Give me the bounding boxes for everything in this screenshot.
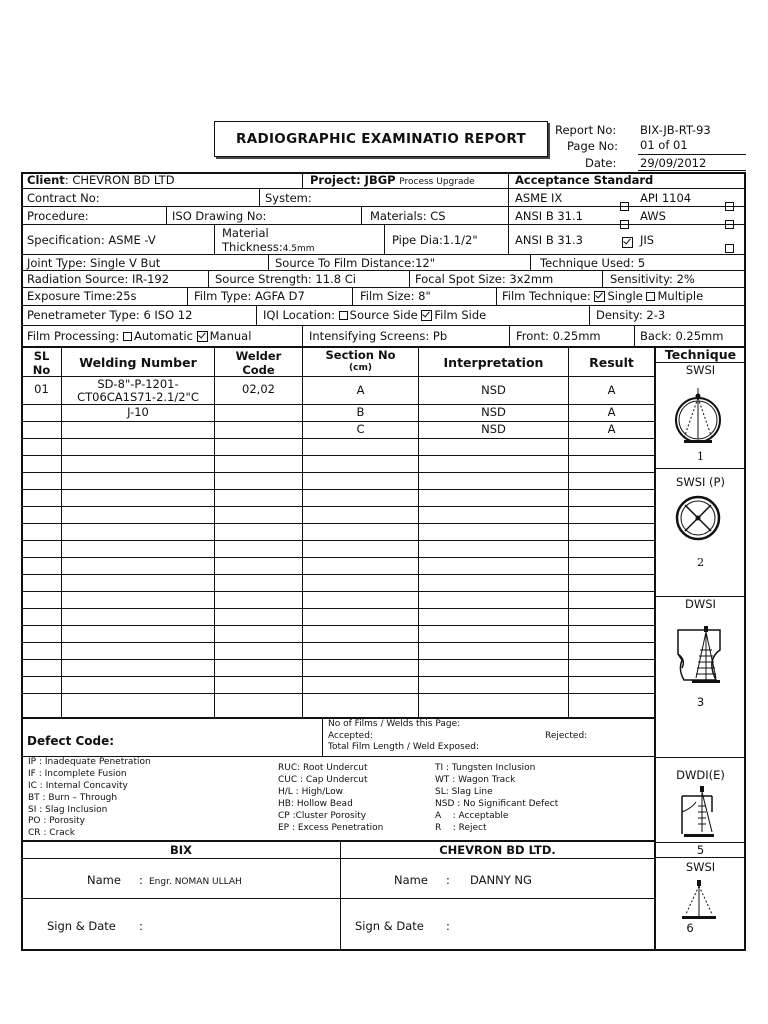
row-1-welding-line1: SD-8"-P-1201- xyxy=(97,377,179,391)
std-ansi-31-1-checkbox[interactable] xyxy=(620,214,631,233)
film-side-label: Film Side xyxy=(434,308,487,322)
std-api-1104-checkbox[interactable] xyxy=(725,196,736,215)
front-screen: Front: 0.25mm xyxy=(516,329,601,343)
swsi-panoramic-diagram-icon xyxy=(674,492,722,544)
material-label: Material xyxy=(222,226,269,240)
film-side-checkbox[interactable] xyxy=(421,310,432,321)
films-per-page-label: No of Films / Welds this Page: xyxy=(328,719,461,729)
std-aws-checkbox[interactable] xyxy=(725,214,736,233)
client-row xyxy=(27,174,175,187)
row-2-welding: J-10 xyxy=(127,405,149,419)
source-side-label: Source Side xyxy=(349,308,418,322)
code-nsd: NSD : No Significant Defect xyxy=(435,799,559,809)
std-aws: AWS xyxy=(640,209,666,223)
code-hl: H/L : High/Low xyxy=(278,787,344,797)
client-label: Client xyxy=(27,173,65,187)
col-welding-number: Welding Number xyxy=(79,355,197,370)
col-welder-code: Welder Code xyxy=(235,349,282,377)
technique-5-number: 5 xyxy=(696,843,705,857)
technique-1-label: SWSI xyxy=(685,363,716,377)
swsi-contact-diagram-icon xyxy=(678,876,722,924)
std-asme-ix-checkbox[interactable] xyxy=(620,196,631,215)
code-ti: TI : Tungsten Inclusion xyxy=(435,763,536,773)
row-2-result: A xyxy=(607,405,616,419)
code-hb: HB: Hollow Bead xyxy=(278,799,353,809)
acceptance-standard-label: Acceptance Standard xyxy=(515,173,654,187)
project-note: Process Upgrade xyxy=(399,177,475,187)
automatic-checkbox[interactable] xyxy=(123,332,132,341)
chevron-sign-date-colon: : xyxy=(446,919,450,933)
col-sl-no: SL No xyxy=(32,349,51,377)
technique-2-number: 2 xyxy=(696,555,705,569)
dwsi-diagram-icon xyxy=(676,620,726,686)
technique-2-label: SWSI (P) xyxy=(676,475,725,489)
report-title-box xyxy=(214,121,548,157)
thickness-value: 4.5mm xyxy=(282,244,315,254)
joint-type: Joint Type: Single V But xyxy=(27,256,161,270)
code-cr: CR : Crack xyxy=(28,828,75,838)
std-ansi-31-1: ANSI B 31.1 xyxy=(515,209,583,223)
specification-label: Specification: ASME -V xyxy=(27,233,156,247)
total-film-length-label: Total Film Length / Weld Exposed: xyxy=(328,742,480,752)
technique-3-number: 3 xyxy=(696,695,705,709)
thickness-row xyxy=(222,241,315,255)
bix-name: Engr. NOMAN ULLAH xyxy=(149,877,242,887)
technique-5-label: DWDI(E) xyxy=(676,768,725,782)
source-side-checkbox[interactable] xyxy=(339,311,348,320)
technique-1-number: 1 xyxy=(696,449,705,463)
code-bt: BT : Burn – Through xyxy=(28,793,118,803)
code-ruc: RUC: Root Undercut xyxy=(278,763,368,773)
std-ansi-31-3: ANSI B 31.3 xyxy=(515,233,583,247)
system-label: System: xyxy=(265,191,312,205)
row-1-sl: 01 xyxy=(34,382,49,396)
row-2-interpretation: NSD xyxy=(481,405,506,419)
film-processing xyxy=(27,330,251,343)
col-result: Result xyxy=(589,355,634,370)
row-3-interpretation: NSD xyxy=(481,422,506,436)
radiation-source: Radiation Source: IR-192 xyxy=(27,272,170,286)
bix-name-label: Name xyxy=(87,873,121,887)
project-label: Project xyxy=(310,173,357,187)
intensifying-screens: Intensifying Screens: Pb xyxy=(309,329,448,343)
row-1-interpretation: NSD xyxy=(481,383,506,397)
technique-6-label: SWSI xyxy=(685,860,716,874)
chevron-company: CHEVRON BD LTD. xyxy=(439,843,556,857)
row-2-section: B xyxy=(356,405,365,419)
contract-label: Contract No: xyxy=(27,191,100,205)
page-no-label: Page No: xyxy=(567,139,619,153)
technique-3-label: DWSI xyxy=(685,597,716,611)
col-interpretation: Interpretation xyxy=(443,355,544,370)
std-jis: JIS xyxy=(640,233,655,247)
std-ansi-31-3-checkbox[interactable] xyxy=(622,232,635,251)
multiple-checkbox[interactable] xyxy=(646,292,655,301)
sensitivity: Sensitivity: 2% xyxy=(610,272,695,286)
iso-drawing-label: ISO Drawing No: xyxy=(172,209,267,223)
film-technique xyxy=(502,290,703,303)
bix-name-colon: : xyxy=(139,873,143,887)
row-3-section: C xyxy=(356,422,365,436)
code-a: A : Acceptable xyxy=(435,811,509,821)
single-label: Single xyxy=(607,289,643,303)
dwdi-elliptical-diagram-icon xyxy=(678,782,722,840)
row-1-result: A xyxy=(607,383,616,397)
defect-code-label: Defect Code: xyxy=(27,734,115,748)
project-value: : JBGP xyxy=(356,173,396,187)
thickness-label: Thickness: xyxy=(222,240,283,254)
bix-company: BIX xyxy=(170,843,192,857)
code-ic: IC : Internal Concavity xyxy=(28,781,128,791)
code-si: SI : Slag Inclusion xyxy=(28,805,108,815)
row-1-welding-line2: CT06CA1S71-2.1/2"C xyxy=(77,390,199,404)
film-processing-label: Film Processing: xyxy=(27,329,120,343)
code-sl: SL: Slag Line xyxy=(435,787,493,797)
date: 29/09/2012 xyxy=(640,156,707,170)
code-r: R : Reject xyxy=(435,823,487,833)
exposure-time: Exposure Time:25s xyxy=(27,289,137,303)
chevron-sign-date-label: Sign & Date xyxy=(355,919,424,933)
density: Density: 2-3 xyxy=(596,308,666,322)
swsi-diagram-icon xyxy=(672,382,724,446)
col-section-unit: (cm) xyxy=(349,363,372,373)
chevron-name-colon: : xyxy=(446,873,450,887)
single-checkbox[interactable] xyxy=(594,291,605,302)
bix-sign-date-label: Sign & Date xyxy=(47,919,116,933)
std-asme-ix: ASME IX xyxy=(515,191,563,205)
penetrameter-type: Penetrameter Type: 6 ISO 12 xyxy=(27,308,193,322)
accepted-label: Accepted: xyxy=(328,731,373,741)
report-no-label: Report No: xyxy=(555,123,617,137)
iqi-label: IQI Location: xyxy=(263,308,336,322)
code-if: IF : Incomplete Fusion xyxy=(28,769,127,779)
chevron-name: DANNY NG xyxy=(470,873,532,887)
date-label: Date: xyxy=(585,156,617,170)
materials-label: Materials: CS xyxy=(370,209,446,223)
manual-label: Manual xyxy=(209,329,252,343)
technique-6-number: 6 xyxy=(686,921,694,935)
row-3-result: A xyxy=(607,422,616,436)
multiple-label: Multiple xyxy=(657,289,704,303)
pipe-dia: Pipe Dia:1.1/2" xyxy=(392,233,478,247)
source-to-film-distance: Source To Film Distance:12" xyxy=(275,256,436,270)
report-title: RADIOGRAPHIC EXAMINATIO REPORT xyxy=(236,131,526,147)
rejected-label: Rejected: xyxy=(545,731,588,741)
film-technique-label: Film Technique: xyxy=(502,289,591,303)
row-1-section: A xyxy=(356,383,365,397)
code-po: PO : Porosity xyxy=(28,816,85,826)
back-screen: Back: 0.25mm xyxy=(640,329,724,343)
code-wt: WT : Wagon Track xyxy=(435,775,516,785)
manual-checkbox[interactable] xyxy=(197,331,208,342)
col-technique: Technique xyxy=(664,347,737,362)
code-ep: EP : Excess Penetration xyxy=(278,823,384,833)
film-type: Film Type: AGFA D7 xyxy=(194,289,305,303)
technique-used: Technique Used: 5 xyxy=(540,256,646,270)
std-api-1104: API 1104 xyxy=(640,191,692,205)
automatic-label: Automatic xyxy=(133,329,193,343)
code-cp: CP :Cluster Porosity xyxy=(278,811,367,821)
code-ip: IP : Inadequate Penetration xyxy=(28,757,151,767)
std-jis-checkbox[interactable] xyxy=(725,238,736,257)
source-strength: Source Strength: 11.8 Ci xyxy=(215,272,356,286)
code-cuc: CUC : Cap Undercut xyxy=(278,775,368,785)
report-no: BIX-JB-RT-93 xyxy=(640,123,711,137)
project-row xyxy=(310,174,475,188)
focal-spot-size: Focal Spot Size: 3x2mm xyxy=(415,272,554,286)
film-size: Film Size: 8" xyxy=(360,289,431,303)
client-value: : CHEVRON BD LTD xyxy=(64,173,175,187)
bix-sign-date-colon: : xyxy=(139,919,143,933)
page-no: 01 of 01 xyxy=(640,138,688,152)
iqi-location xyxy=(263,309,486,322)
chevron-name-label: Name xyxy=(394,873,428,887)
procedure-label: Procedure: xyxy=(27,209,89,223)
col-section-no: Section No xyxy=(325,348,396,362)
row-1-welder: 02,02 xyxy=(242,382,275,396)
